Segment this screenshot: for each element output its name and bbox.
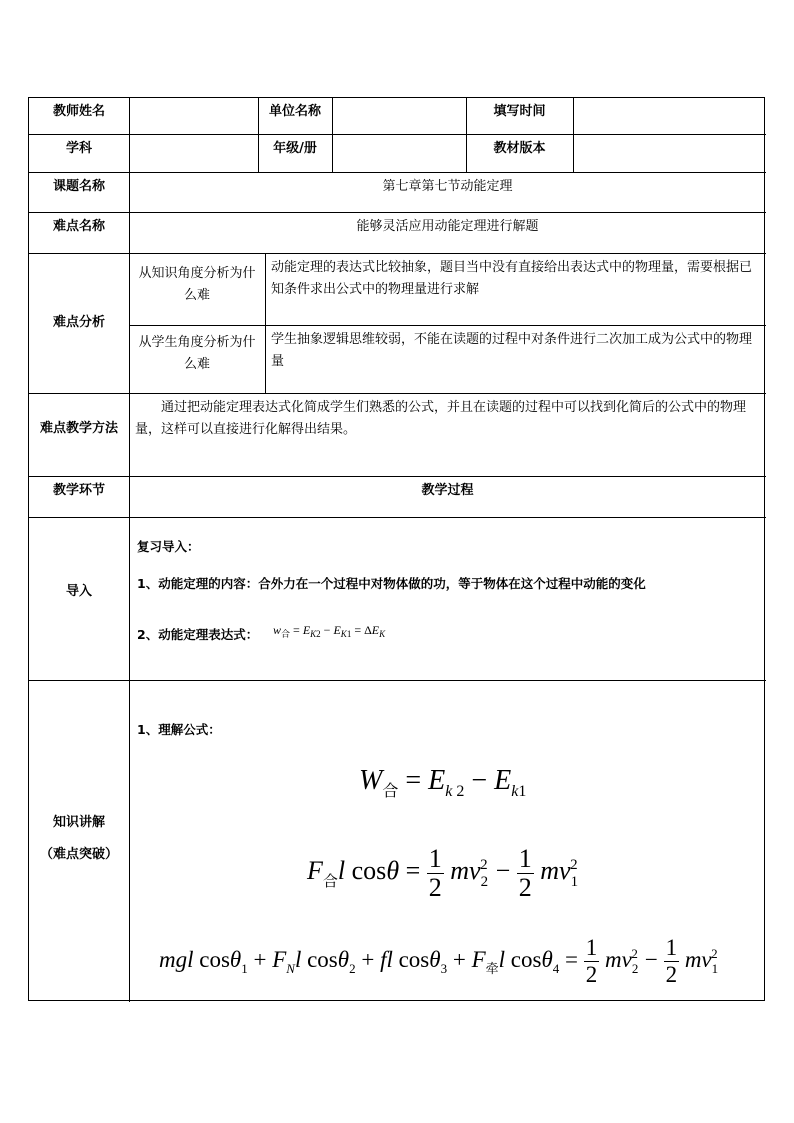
textbook-label: 教材版本 bbox=[493, 141, 546, 156]
row-divider bbox=[29, 134, 766, 135]
row-divider bbox=[29, 393, 766, 394]
method-text: 通过把动能定理表达式化简成学生们熟悉的公式，并且在读题的过程中可以找到化简后的公式中的物理量，这样可以直接进行化解得出结果。 bbox=[135, 400, 747, 437]
difficulty-label: 难点名称 bbox=[52, 219, 105, 234]
row-divider bbox=[29, 680, 766, 681]
row-divider bbox=[129, 325, 766, 326]
method-label: 难点教学方法 bbox=[39, 421, 118, 436]
stage-label: 教学环节 bbox=[52, 483, 105, 498]
subject-label: 学科 bbox=[65, 141, 92, 156]
column-divider bbox=[332, 98, 333, 172]
student-angle-label: 从学生角度分析为什么难 bbox=[138, 335, 256, 372]
process-label: 教学过程 bbox=[421, 483, 474, 498]
formula-work-energy: $W_合 = E_{k 2} - E_{k1}$ bbox=[359, 765, 527, 800]
knowledge-label: 知识讲解 bbox=[52, 815, 105, 830]
knowledge-angle-text: 动能定理的表达式比较抽象，题目当中没有直接给出表达式中的物理量，需要根据已知条件求出公式中的物理量进行求解 bbox=[271, 260, 753, 297]
intro-item-2: 2、动能定理表达式： bbox=[137, 627, 259, 642]
knowledge-sub-label: （难点突破） bbox=[39, 847, 118, 862]
formula-net-force-work: $F_合l$ cosθ = $\frac{1}{2}$ $mv_2^2$ − $\frac{1}{2}$ $mv_1^2$ bbox=[307, 843, 579, 902]
knowledge-angle-label: 从知识角度分析为什么难 bbox=[138, 266, 256, 303]
analysis-label: 难点分析 bbox=[52, 315, 105, 330]
column-divider bbox=[573, 98, 574, 172]
review-heading: 复习导入： bbox=[137, 539, 200, 554]
topic-label: 课题名称 bbox=[52, 179, 105, 194]
row-divider bbox=[29, 253, 766, 254]
understand-formula-heading: 1、理解公式： bbox=[137, 722, 221, 737]
intro-label: 导入 bbox=[65, 584, 92, 599]
unit-name-label: 单位名称 bbox=[268, 104, 321, 119]
row-divider bbox=[29, 517, 766, 518]
formula-kinetic-theorem-small: $w_合 = E_{K2} - E_{K1} = \Delta E_K$ bbox=[273, 623, 386, 639]
teacher-name-label: 教师姓名 bbox=[52, 104, 105, 119]
fill-time-label: 填写时间 bbox=[493, 104, 546, 119]
formula-expanded-work: mgl $\cos\theta_1 + F_Nl$ cosθ$_2$ + fl $\cos\theta_3 + F_牵l$ cosθ$_4$ = $\frac{1}{2}$ $mv_2^2$ − $\frac{1}{2}$ $mv_1^2$ bbox=[159, 934, 719, 987]
intro-item-1: 1、动能定理的内容：合外力在一个过程中对物体做的功，等于物体在这个过程中动能的变化 bbox=[137, 576, 646, 591]
student-angle-text: 学生抽象逻辑思维较弱，不能在读题的过程中对条件进行二次加工成为公式中的物理量 bbox=[271, 332, 753, 369]
grade-label: 年级/册 bbox=[273, 141, 317, 156]
topic-value: 第七章第七节动能定理 bbox=[382, 179, 513, 194]
difficulty-value: 能够灵活应用动能定理进行解题 bbox=[356, 219, 539, 234]
lesson-plan-table bbox=[28, 97, 765, 1001]
